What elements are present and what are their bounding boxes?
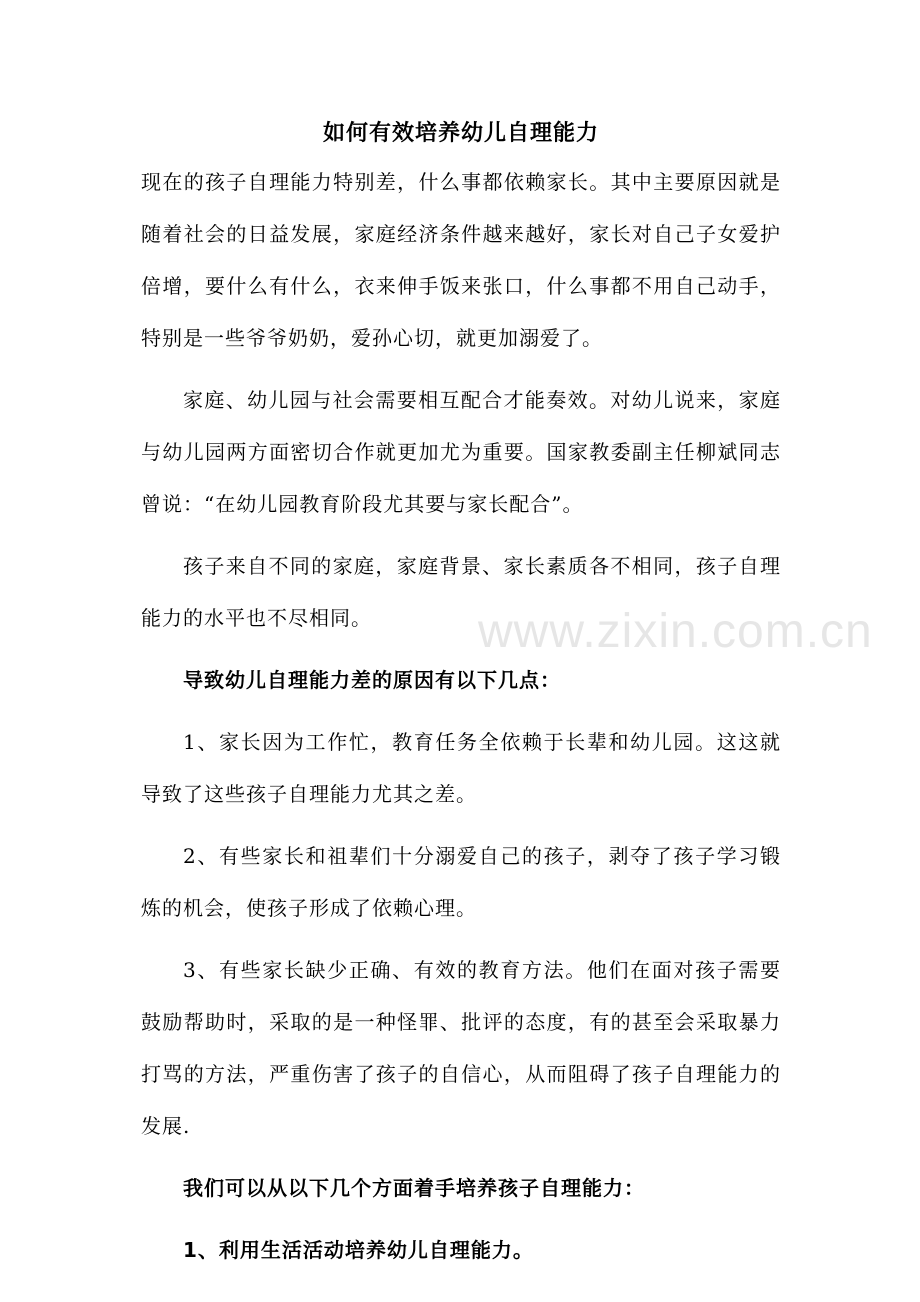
cause-item-3: 3、有些家长缺少正确、有效的教育方法。他们在面对孩子需要鼓励帮助时，采取的是一种怪罪、批评的态度，有的甚至会采取暴力打骂的方法，严重伤害了孩子的自信心，从而阻碍了孩子自理能力的发展. bbox=[141, 958, 781, 1138]
cause-item-1: 1、家长因为工作忙，教育任务全依赖于长辈和幼儿园。这这就导致了这些孩子自理能力尤其之差。 bbox=[141, 730, 781, 806]
causes-heading: 导致幼儿自理能力差的原因有以下几点： bbox=[183, 668, 561, 692]
paragraph-cooperation: 家庭、幼儿园与社会需要相互配合才能奏效。对幼儿说来，家庭与幼儿园两方面密切合作就更加尤为重要。国家教委副主任柳斌同志曾说：“在幼儿园教育阶段尤其要与家长配合”。 bbox=[141, 388, 781, 516]
cause-item-2: 2、有些家长和祖辈们十分溺爱自己的孩子，剥夺了孩子学习锻炼的机会，使孩子形成了依赖心理。 bbox=[141, 844, 781, 920]
methods-heading: 我们可以从以下几个方面着手培养孩子自理能力： bbox=[183, 1176, 645, 1200]
document-title: 如何有效培养幼儿自理能力 bbox=[322, 121, 599, 146]
method-item-1: 1、利用生活活动培养幼儿自理能力。 bbox=[183, 1238, 534, 1262]
paragraph-intro: 现在的孩子自理能力特别差，什么事都依赖家长。其中主要原因就是随着社会的日益发展，家庭经济条件越来越好，家长对自己子女爱护倍增，要什么有什么，衣来伸手饭来张口，什么事都不用自己动手，特别是一些爷爷奶奶，爱孙心切，就更加溺爱了。 bbox=[141, 170, 781, 350]
document-content bbox=[141, 112, 781, 1286]
paragraph-background: 孩子来自不同的家庭，家庭背景、家长素质各不相同，孩子自理能力的水平也不尽相同。 bbox=[141, 554, 781, 630]
watermark: www.zixin.com.cn bbox=[478, 605, 873, 658]
